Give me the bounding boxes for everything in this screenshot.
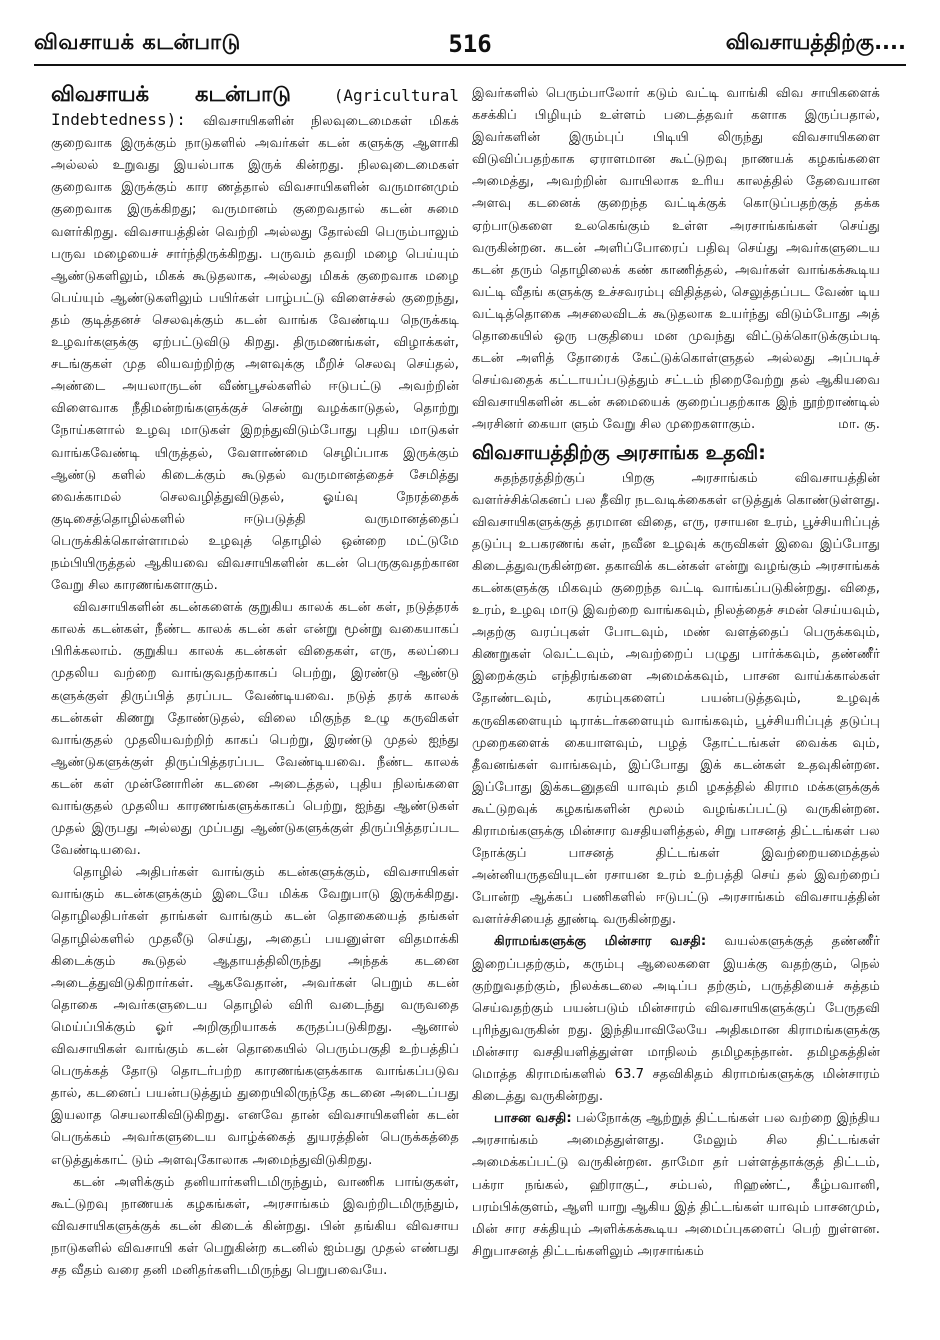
page-number: 516 [448,30,492,58]
paragraph: தொழில் அதிபர்கள் வாங்கும் கடன்களுக்கும், விவசாயிகள் வாங்கும் கடன்களுக்கும் இடையே மிக்க வேறுபாடு இருக்கிறது. தொழிலதிபர்கள் தாங்கள் வாங்கும் கடன் தொகையைத் தங்கள் தொழில்களில் முதலீடு செய்து, அதைப் பயனுள்ள விதமாக்கி கிடைக்கும் கூடுதல் ஆதாயத்திலிருந்து அந்தக் கடனை அடைத்துவிடுகிறார்கள். ஆகவேதான், அவர்கள் பெறும் கடன் தொகை அவர்களுடைய தொழில் விரி வடைந்து வருவதை மெய்ப்பிக்கும் ஓர் அறிகுறியாகக் கருதப்படுகிறது. ஆனால் விவசாயிகள் வாங்கும் கடன் தொகையில் பெரும்பகுதி உற்பத்திப் பெருக்கத் தோடு தொடர்பற்ற காரணங்களுக்காக வாங்கப்படுவ தால், கடனைப் பயன்படுத்தும் துறையிலிருந்தே கடனை அடைப்பது இயலாத செயலாகிவிடுகிறது. எனவே தான் விவசாயிகளின் கடன் பெருக்கம் அவர்களுடைய வாழ்க்கைத் துயரத்தின் பெருக்கத்தை எடுத்துக்காட் டும் அளவுகோலாக அமைந்துவிடுகிறது. [51,865,459,1168]
paragraph: கடன் அளிக்கும் தனியார்களிடமிருந்தும், வாணிக பாங்குகள், கூட்டுறவு நாணயக் கழகங்கள், அரசாங்கம் இவற்றிடமிருந்தும், விவசாயிகளுக்குக் கடன் கிடைக் கின்றது. பின் தங்கிய விவசாய நாடுகளில் விவசாயி கள் பெறுகின்ற கடனில் ஐம்பது முதல் எண்பது சத வீதம் வரை தனி மனிதர்களிடமிருந்து பெறுபவையே. [51,1174,459,1278]
subsection-paragraph [472,1108,880,1263]
running-head-left: விவசாயக் கடன்பாடு [34,30,241,54]
subsection-heading: பாசன வசதி: [494,1111,572,1127]
entry-title: விவசாயக் கடன்பாடு [51,83,291,106]
subsection-heading: கிராமங்களுக்கு மின்சார வசதி: [494,934,707,950]
entry-title-english: (Agricultural Indebtedness): [51,86,459,130]
section-heading: விவசாயத்திற்கு அரசாங்க உதவி: [472,440,766,464]
right-column [472,83,880,1333]
paragraph-text: விவசாயிகளின் நிலவுடைமைகள் மிகக் குறைவாக இருக்கும் நாடுகளில் அவர்கள் கடன் களுக்கு ஆளாகி அல்லல் உறுவது இயல்பாக இருக் கின்றது. நிலவுடைமைகள் குறைவாக இருக்கும் கார ணத்தால் விவசாயிகளின் வருமானமும் குறைவாக இருக்கிறது; வருமானம் குறைவதால் கடன் சுமை வளர்கிறது. விவசாயத்தின் வெற்றி அல்லது தோல்வி பெரும்பாலும் பருவ மழையைச் சார்ந்திருக்கிறது. பருவம் தவறி மழை பெய்யும் ஆண்டுகளிலும், மிகக் கூடுதலாக, அல்லது மிகக் குறைவாக மழை பெய்யும் ஆண்டுகளிலும் பயிர்கள் பாழ்பட்டு விளைச்சல் குறைந்து, தம் குடித்தனச் செலவுக்கும் கடன் வாங்க வேண்டிய நெருக்கடி உழவர்களுக்கு ஏற்பட்டுவிடு கிறது. திருமணங்கள், விழாக்கள், சடங்குகள் முத லியவற்றிற்கு அளவுக்கு மீறிச் செலவு செய்தல், அண்டை அயலாருடன் வீண்பூசல்களில் ஈடுபட்டு அவற்றின் விளைவாக நீதிமன்றங்களுக்குச் சென்று வழக்காடுதல், தொற்று நோய்களால் உழவு மாடுகள் இறந்துவிடும்போது புதிய மாடுகள் வாங்கவேண்டி யிருத்தல், வேளாண்மை செழிப்பாக இருக்கும் ஆண்டு களில் கிடைக்கும் கூடுதல் வருமானத்தைச் சேமித்து வைக்காமல் செலவழித்துவிடுதல், ஓய்வு நேரத்தைக் குடிசைத்தொழில்களில் ஈடுபடுத்தி வருமானத்தைப் பெருக்கிக்கொள்ளாமல் உழவுத் தொழில் ஒன்றை மட்டுமே நம்பியிருத்தல் ஆகியவை விவசாயிகளின் கடன் பெருகுவதற்கான வேறு சில காரணங்களாகும். [51,114,459,594]
header-rule [34,64,906,66]
paragraph: சுதந்தரத்திற்குப் பிறகு அரசாங்கம் விவசாயத்தின் வளர்ச்சிக்கெனப் பல தீவிர நடவடிக்கைகள் எடுத்துக் கொண்டுள்ளது. விவசாயிகளுக்குத் தரமான விதை, எரு, ரசாயன உரம், பூச்சியரிப்புத் தடுப்பு உபகரணங் கள், நவீன உழவுக் கருவிகள் இவை இப்போது கிடைத்துவருகின்றன. தகாவிக் கடன்கள் என்று வழங்கும் அரசாங்கக் கடன்களுக்கு மிகவும் குறைந்த வட்டி வாங்கப்படுகின்றது. விதை, உரம், உழவு மாடு இவற்றை வாங்கவும், நிலத்தைச் சமன் செய்யவும், அதற்கு வரப்புகள் போடவும், மண் வளத்தைப் பெருக்கவும், கிணறுகள் வெட்டவும், அவற்றைப் பழுது பார்க்கவும், தண்ணீர் இறைக்கும் எந்திரங்களை அமைக்கவும், பாசன வாய்க்கால்கள் தோண்டவும், கரம்புகளைப் பயன்படுத்தவும், உழவுக் கருவிகளையும் டிராக்டர்களையும் வாங்கவும், பூச்சியரிப்புத் தடுப்பு முறைகளைக் கையாளவும், பழத் தோட்டங்கள் வைக்க வும், தீவனங்கள் வாங்கவும், இப்போது இக் கடன்கள் உதவுகின்றன. இப்போது இக்கடனுதவி யாவும் தமி ழகத்தில் கிராம மக்களுக்குக் கூட்டுறவுக் கழகங்களின் மூலம் வழங்கப்பட்டு வருகின்றன. கிராமங்களுக்கு மின்சார வசதியளித்தல், சிறு பாசனத் திட்டங்கள் பல நோக்குப் பாசனத் திட்டங்கள் இவற்றையமைத்தல் அன்னியருதவியுடன் ரசாயன உரம் உற்பத்தி செய் தல் இவற்றைப் போன்ற ஆக்கப் பணிகளில் ஈடுபட்டு அரசாங்கம் விவசாயத்தின் வளர்ச்சியைத் தூண்டி வருகின்றது. [472,470,880,928]
paragraph: விவசாயிகளின் கடன்களைக் குறுகிய காலக் கடன் கள், நடுத்தரக் காலக் கடன்கள், நீண்ட காலக் கடன் கள் என்று மூன்று வகையாகப் பிரிக்கலாம். குறுகிய காலக் கடன்கள் விதைகள், எரு, கலப்பை முதலிய வற்றை வாங்குவதற்காகப் பெற்று, இரண்டு ஆண்டு களுக்குள் திருப்பித் தரப்பட வேண்டியவை. நடுத் தரக் காலக் கடன்கள் கிணறு தோண்டுதல், விலை மிகுந்த உழு கருவிகள் வாங்குதல் முதலியவற்றிற் காகப் பெற்று, இரண்டு முதல் ஐந்து ஆண்டுகளுக்குள் திருப்பித்தரப்பட வேண்டியவை. நீண்ட காலக் கடன் கள் முன்னோரின் கடனை அடைத்தல், புதிய நிலங்களை வாங்குதல் முதலிய காரணங்களுக்காகப் பெற்று, ஐந்து ஆண்டுகள் முதல் இருபது அல்லது முப்பது ஆண்டுகளுக்குள் திருப்பித்தரப்பட வேண்டியவை. [51,600,459,859]
paragraph-text: இவர்களில் பெரும்பாலோர் கடும் வட்டி வாங்கி விவ சாயிகளைக் கசக்கிப் பிழியும் உள்ளம் படைத்தவர் களாக இருப்பதால், இவர்களின் இரும்புப் பிடியி லிருந்து விவசாயிகளை விடுவிப்பதற்காக ஏராளமான கூட்டுறவு நாணயக் கழகங்களை அமைத்து, அவற்றின் வாயிலாக உரிய காலத்தில் தேவையான அளவு கடனைக் குறைந்த வட்டிக்குக் கொடுப்பதற்குத் தக்க ஏற்பாடுகளை உலகெங்கும் உள்ள அரசாங்கங்கள் செய்து வருகின்றன. கடன் அளிப்போரைப் பதிவு செய்து அவர்களுடைய கடன் தரும் தொழிலைக் கண் காணித்தல், அவர்கள் வாங்கக்கூடிய வட்டி வீதங் களுக்கு உச்சவரம்பு விதித்தல், செலுத்தப்பட வேண் டிய வட்டித்தொகை அசலைவிடக் கூடுதலாக உயர்ந்து விடும்போது அத் தொகையில் ஒரு பகுதியை மன முவந்து விட்டுக்கொடுக்கும்படி கடன் அளித் தோரைக் கேட்டுக்கொள்ளுதல் அல்லது அப்படிச் செய்வதைக் கட்டாயப்படுத்தும் சட்டம் நிறைவேற்று தல் ஆகியவை விவசாயிகளின் கடன் சுமையைக் குறைப்பதற்காக இந் நூற்றாண்டில் அரசினர் கையா ளும் வேறு சில முறைகளாகும். [472,86,880,433]
paragraph-continued [472,83,880,437]
author-signature: மா. கு. [838,417,880,433]
subsection-paragraph [472,931,880,1108]
paragraph-text: பல்நோக்கு ஆற்றுத் திட்டங்கள் பல வற்றை இந்திய அரசாங்கம் அமைத்துள்ளது. மேலும் சில திட்டங்கள் அமைக்கப்பட்டு வருகின்றன. தாமோ தர் பள்ளத்தாக்குத் திட்டம், பக்ரா நங்கல், ஹிராகுட், சம்பல், ரிஹண்ட், கீழ்பவானி, பரம்பிக்குளம், ஆளி யாறு ஆகிய இத் திட்டங்கள் யாவும் பாசனமும், மின் சார சக்தியும் அளிக்கக்கூடிய அமைப்புகளைப் பெற் றுள்ளன. சிறுபாசனத் திட்டங்களிலும் அரசாங்கம் [472,1111,880,1259]
entry-lead-paragraph [51,83,459,597]
running-head-right: விவசாயத்திற்கு.... [725,30,906,54]
left-column [51,83,459,1333]
running-header [0,0,940,70]
paragraph-text: வயல்களுக்குத் தண்ணீர் இறைப்பதற்கும், கரும்பு ஆலைகளை இயக்கு வதற்கும், நெல் குற்றுவதற்கும், நிலக்கடலை அடிப்ப தற்கும், பருத்தியைச் சுத்தம் செய்வதற்கும் பயன்படும் மின்சாரம் விவசாயிகளுக்குப் பேருதவி புரிந்துவருகின் றது. இந்தியாவிலேயே அதிகமான கிராமங்களுக்கு மின்சார வசதியளித்துள்ள மாநிலம் தமிழகந்தான். தமிழகத்தின் மொத்த கிராமங்களில் 63.7 சதவிகிதம் கிராமங்களுக்கு மின்சாரம் கிடைத்து வருகின்றது. [472,934,880,1105]
